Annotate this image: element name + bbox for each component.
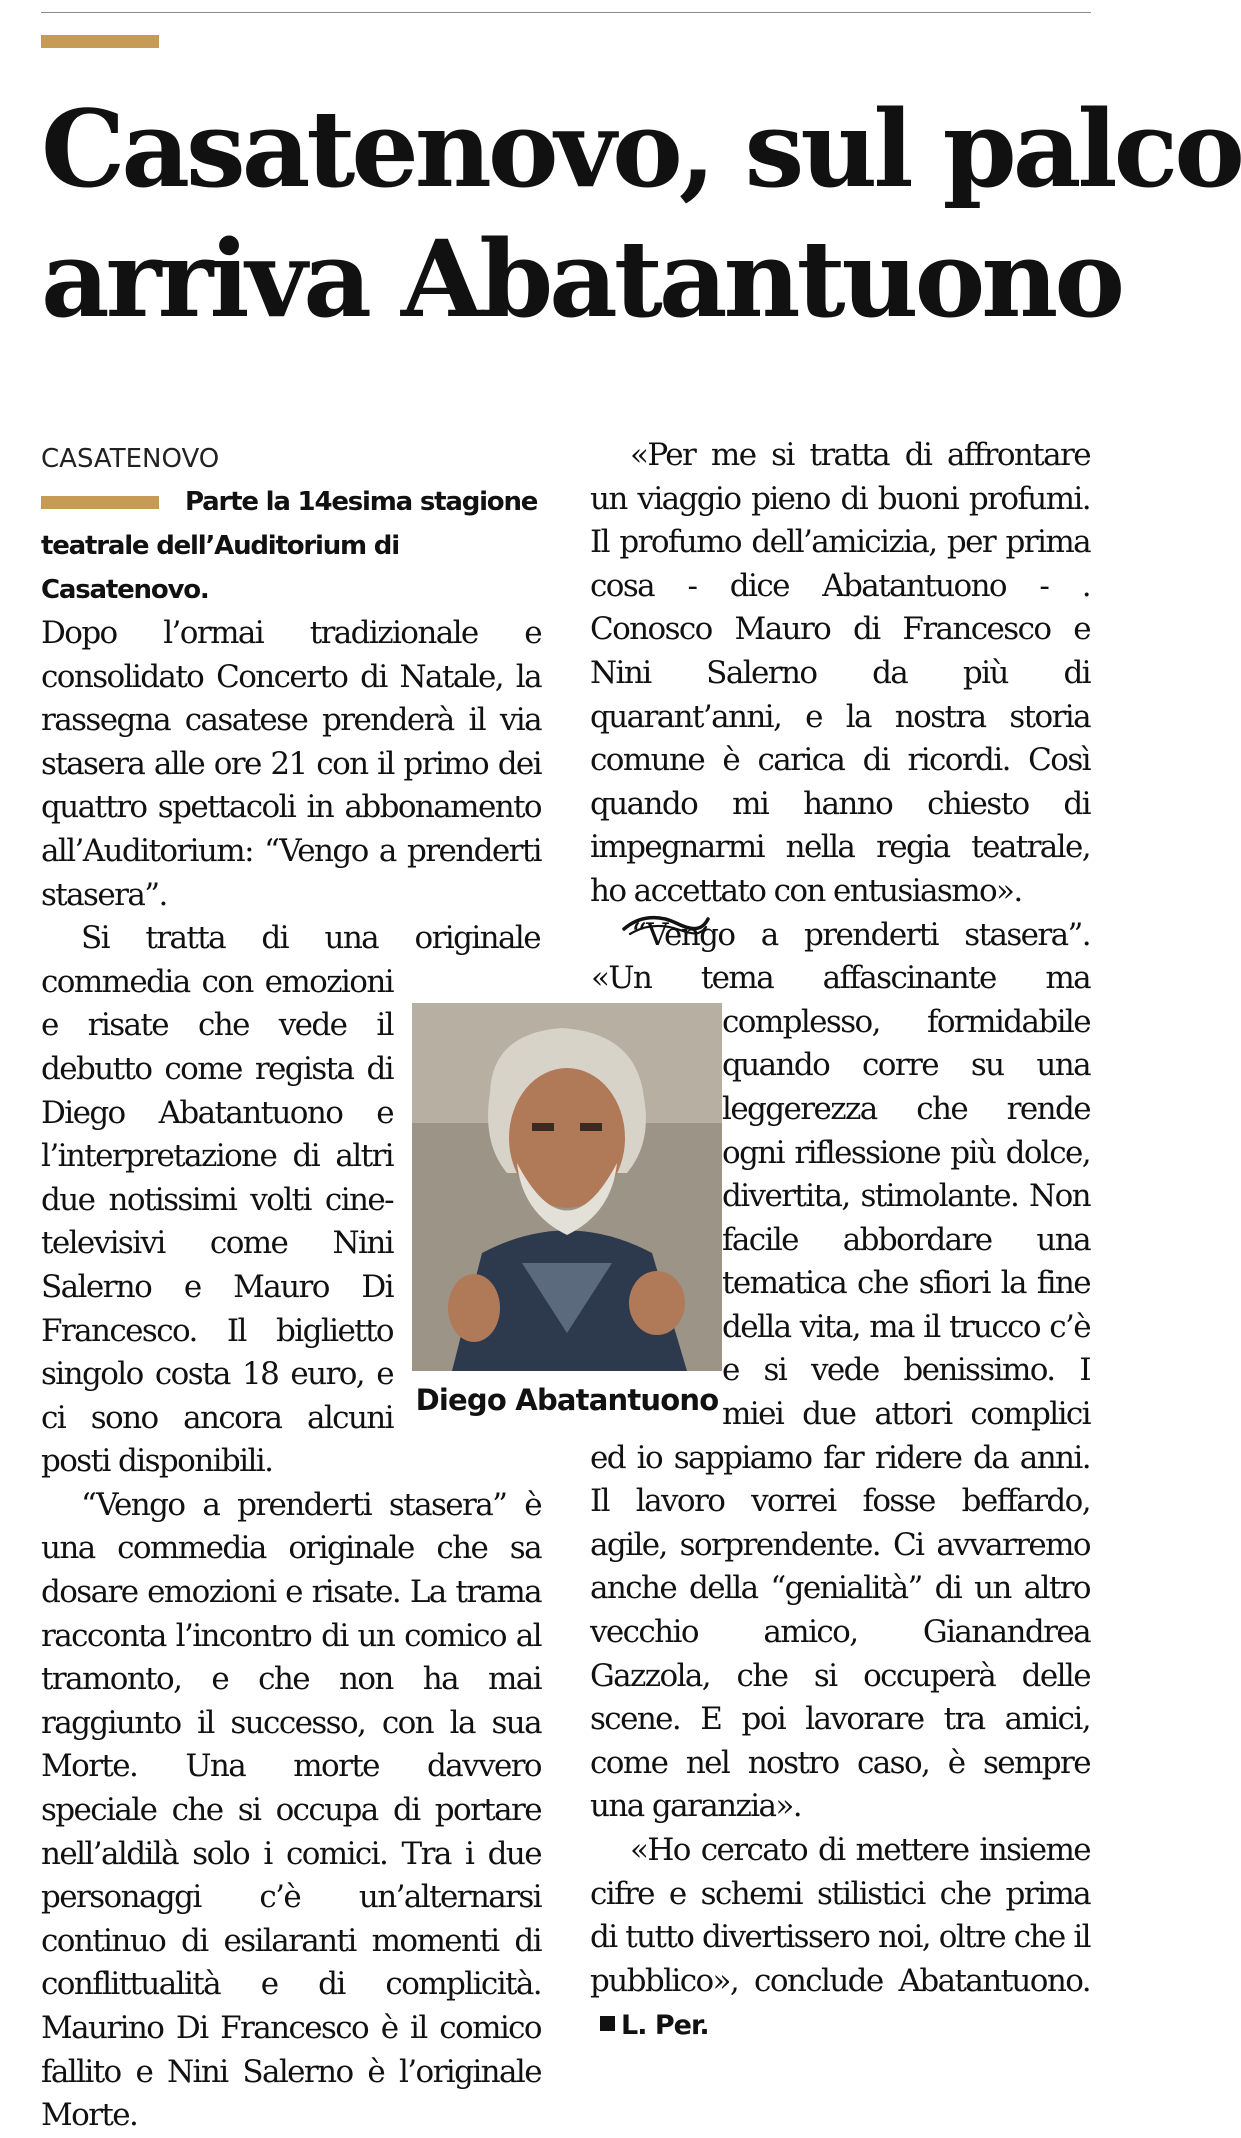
photo-caption: Diego Abatantuono [415, 1383, 719, 1417]
paragraph-right-3 [590, 1829, 1090, 2048]
paragraph-left-1: Dopo l’ormai tradizionale e consolidato Concerto di Natale, la rassegna casatese prenderà il via stasera alle ore 21 con il primo dei quattro spettacoli in abbonamento all’Auditorium: “Vengo a prenderti stasera”. [41, 615, 541, 913]
portrait-illustration [412, 1003, 722, 1371]
headline-line-1: Casatenovo, sul palco [41, 86, 1241, 211]
lead-accent-bar [41, 496, 159, 509]
dateline: CASATENOVO [41, 444, 220, 474]
lead-text: Parte la 14esima stagione teatrale dell’Auditorium di Casatenovo. [41, 487, 538, 605]
paragraph-left-2-text: Si tratta di una originale commedia con emozioni e risate che vede il debutto come regista di Diego Abatantuono e l’interpretazione di altri due notissimi volti cine-televisivi come Nini Salerno e Mauro Di Francesco. Il biglietto singolo costa 18 euro, e ci sono ancora alcuni posti disponibili. [41, 920, 540, 1480]
top-rule [41, 12, 1091, 13]
paragraph-right-1: «Per me si tratta di affrontare un viaggio pieno di buoni profumi. Il profumo dell’amicizia, per prima cosa - dice Abatantuono - . Conosco Mauro di Francesco e Nini Salerno da più di quarant’anni, e la nostra storia comune è carica di ricordi. Così quando mi hanno chiesto di impegnarmi nella regia teatrale, ho accettato con entusiasmo». [590, 437, 1090, 909]
paragraph-left-3: “Vengo a prenderti stasera” è una commedia originale che sa dosare emozioni e risate. La trama racconta l’incontro di un comico al tramonto, e che non ha mai raggiunto il successo, con la sua Morte. Una morte davvero speciale che si occupa di portare nell’aldilà solo i comici. Tra i due personaggi c’è un’alternarsi continuo di esilaranti momenti di conflittualità e di complicità. Maurino Di Francesco è il comico fallito e Nini Salerno è l’originale Morte. [41, 1486, 541, 2134]
section-accent-bar [41, 35, 159, 48]
paragraph-right-3-text: «Ho cercato di mettere insieme cifre e schemi stilistici che prima di tutto divertissero noi, oltre che il pubblico», conclude Abatantuono. [590, 1832, 1090, 1999]
lead-paragraph [41, 480, 541, 612]
signature-square-icon [600, 2016, 615, 2031]
ornament-swash-icon [620, 909, 712, 943]
paragraph-right-2-text: “Vengo a prenderti stasera”. «Un tema affascinante ma complesso, formidabile quando corre su una leggerezza che rende ogni riflessione più dolce, divertita, stimolante. Non facile abbordare una tematica che sfiori la fine della vita, ma il trucco c’è e si vede benissimo. I miei due attori complici ed io sappiamo far ridere da anni. Il lavoro vorrei fosse beffardo, agile, sorprendente. Ci avvarremo anche della “genialità” di un altro vecchio amico, Gianandrea Gazzola, che si occuperà delle scene. E poi lavorare tra amici, come nel nostro caso, è sempre una garanzia». [590, 916, 1090, 1825]
signature: L. Per. [621, 2010, 709, 2042]
headline [41, 84, 1241, 344]
portrait-photo [412, 1003, 722, 1371]
headline-line-2: arriva Abatantuono [41, 216, 1122, 341]
photo-block [412, 1003, 722, 1419]
wrap-offset-right [540, 917, 541, 1003]
